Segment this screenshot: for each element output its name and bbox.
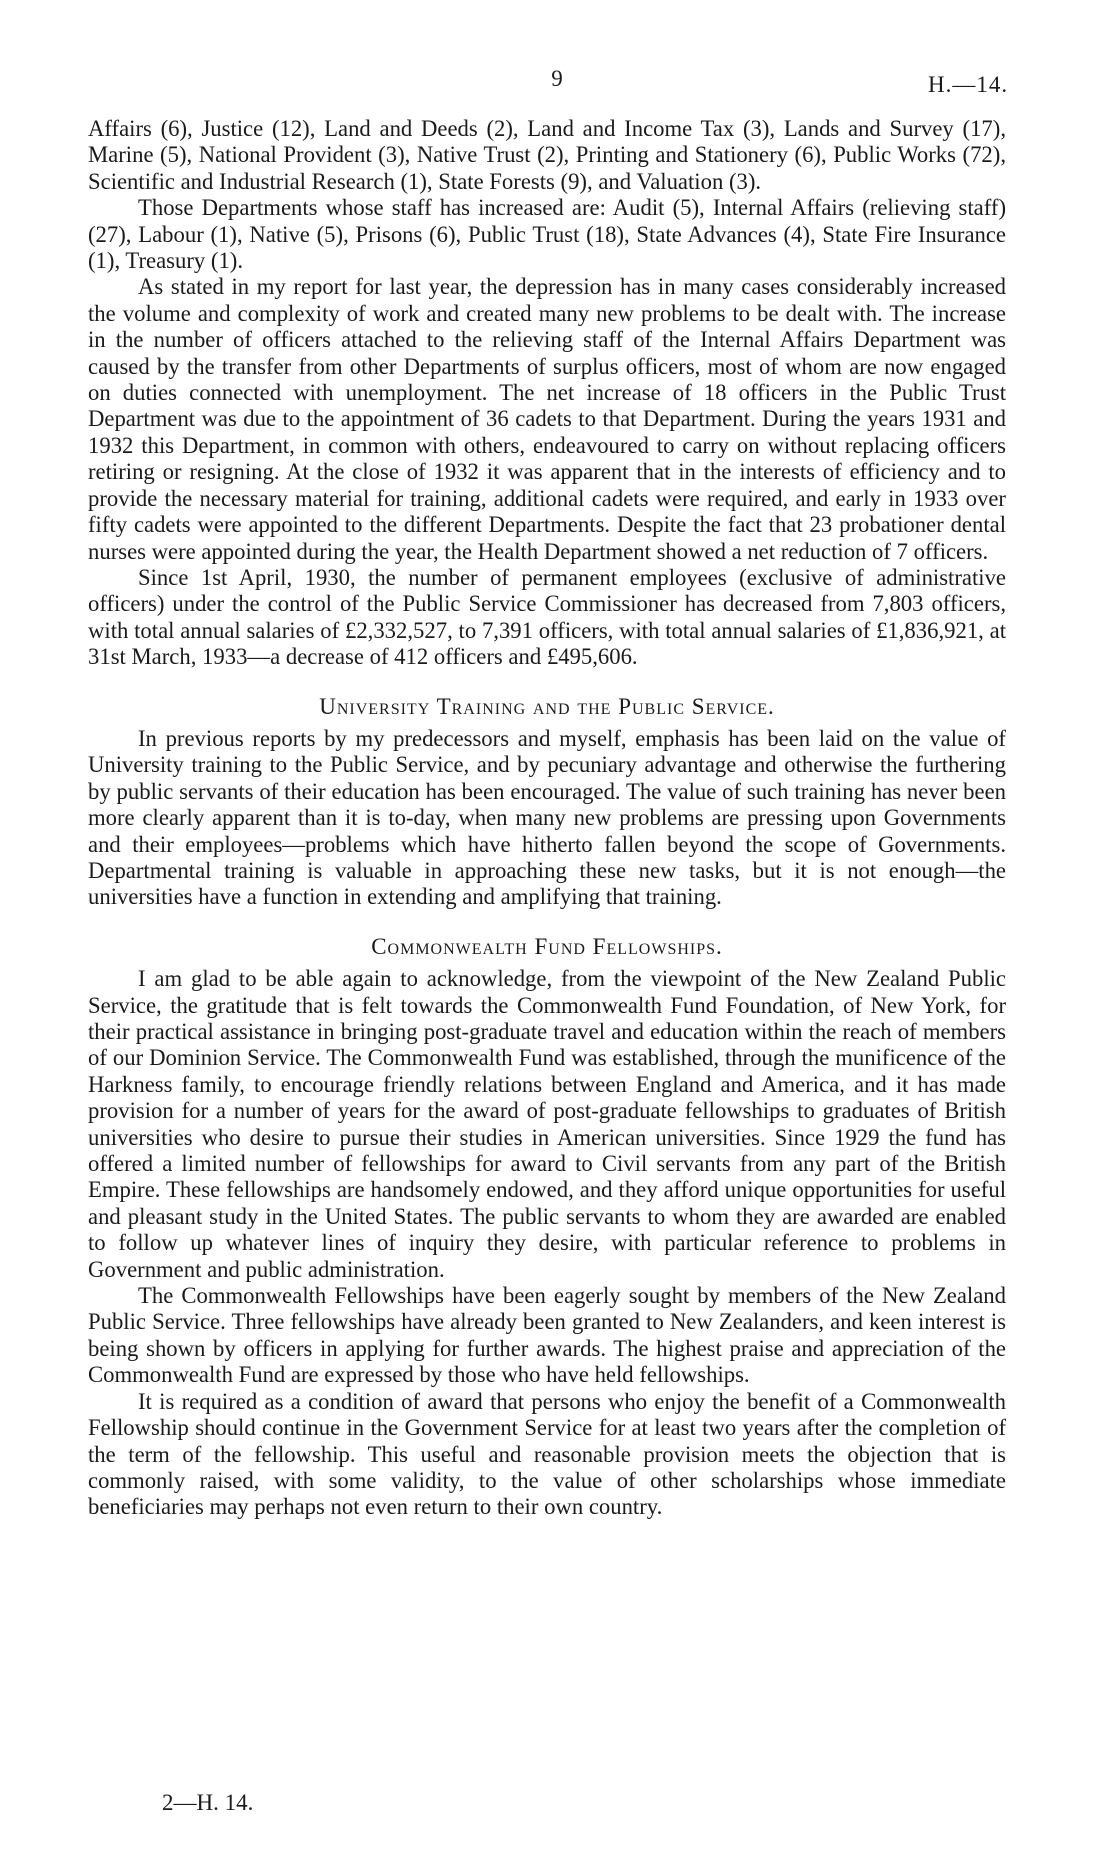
paragraph: I am glad to be able again to acknowledge, from the viewpoint of the New Zealand Public Service, the gratitude that is felt towards the Commonwealth Fund Foundation, of New York, for their practical assistance in bringing post-graduate travel and education within the reach of members of our Dominion Service. The Commonwealth Fund was established, through the munificence of the Harkness family, to encourage friendly relations between England and America, and it has made provision for a number of years for the award of post-graduate fellowships to graduates of British universities who desire to pursue their studies in American universities. Since 1929 the fund has offered a limited number of fellowships for award to Civil servants from any part of the British Empire. These fellowships are handsomely endowed, and they afford unique opportunities for useful and pleasant study in the United States. The public servants to whom they are awarded are enabled to follow up whatever lines of inquiry they desire, with particular reference to problems in Government and public administration. xyxy=(88,966,1006,1282)
paragraph: In previous reports by my predecessors and myself, emphasis has been laid on the value of University training to the Public Service, and by pecuniary advantage and otherwise the furthering by public servants of their education has been encouraged. The value of such training has never been more clearly apparent than it is to-day, when many new problems are pressing upon Governments and their employees—problems which have hitherto fallen beyond the scope of Governments. Departmental training is valuable in approaching these new tasks, but it is not enough—the universities have a function in extending and amplifying that training. xyxy=(88,725,1006,910)
page-number: 9 xyxy=(551,66,563,91)
document-reference: H.—14. xyxy=(928,72,1009,97)
paragraph: Affairs (6), Justice (12), Land and Deeds (2), Land and Income Tax (3), Lands and Survey (17), Marine (5), National Provident (3), Native Trust (2), Printing and Stationery (6), Public Works (72), Scientific and Industrial Research (1), State Forests (9), and Valuation (3). xyxy=(88,116,1006,194)
paragraph: It is required as a condition of award that persons who enjoy the benefit of a Commonwealth Fellowship should continue in the Government Service for at least two years after the completion of the term of the fellowship. This useful and reasonable provision meets the objection that is commonly raised, with some validity, to the value of other scholarships whose immediate beneficiaries may perhaps not even return to their own country. xyxy=(88,1388,1006,1520)
paragraph: Those Departments whose staff has increased are: Audit (5), Internal Affairs (relieving staff) (27), Labour (1), Native (5), Prisons (6), Public Trust (18), State Advances (4), State Fire Insurance (1), Treasury (1). xyxy=(88,195,1006,274)
paragraph: As stated in my report for last year, the depression has in many cases considerably increased the volume and complexity of work and created many new problems to be dealt with. The increase in the number of officers attached to the relieving staff of the Internal Affairs Department was caused by the transfer from other Departments of surplus officers, most of whom are now engaged on duties connected with unemployment. The net increase of 18 officers in the Public Trust Department was due to the appointment of 36 cadets to that Department. During the years 1931 and 1932 this Department, in common with others, endeavoured to carry on without replacing officers retiring or resigning. At the close of 1932 it was apparent that in the interests of efficiency and to provide the necessary material for training, additional cadets were required, and early in 1933 over fifty cadets were appointed to the different Departments. Despite the fact that 23 probationer dental nurses were appointed during the year, the Health Department showed a net reduction of 7 officers. xyxy=(88,274,1006,564)
paragraph: The Commonwealth Fellowships have been eagerly sought by members of the New Zealand Public Service. Three fellowships have already been granted to New Zealanders, and keen interest is being shown by officers in applying for further awards. The highest praise and appreciation of the Commonwealth Fund are expressed by those who have held fellowships. xyxy=(88,1283,1006,1388)
body-text xyxy=(88,116,1006,1521)
paragraph: Since 1st April, 1930, the number of permanent employees (exclusive of administrative officers) under the control of the Public Service Commissioner has decreased from 7,803 officers, with total annual salaries of £2,332,527, to 7,391 officers, with total annual salaries of £1,836,921, at 31st March, 1933—a decrease of 412 officers and £495,606. xyxy=(88,564,1006,670)
section-heading-commonwealth: Commonwealth Fund Fellowships. xyxy=(371,933,723,959)
signature-reference: 2—H. 14. xyxy=(162,1790,254,1815)
section-heading-university: University Training and the Public Service. xyxy=(319,693,775,719)
